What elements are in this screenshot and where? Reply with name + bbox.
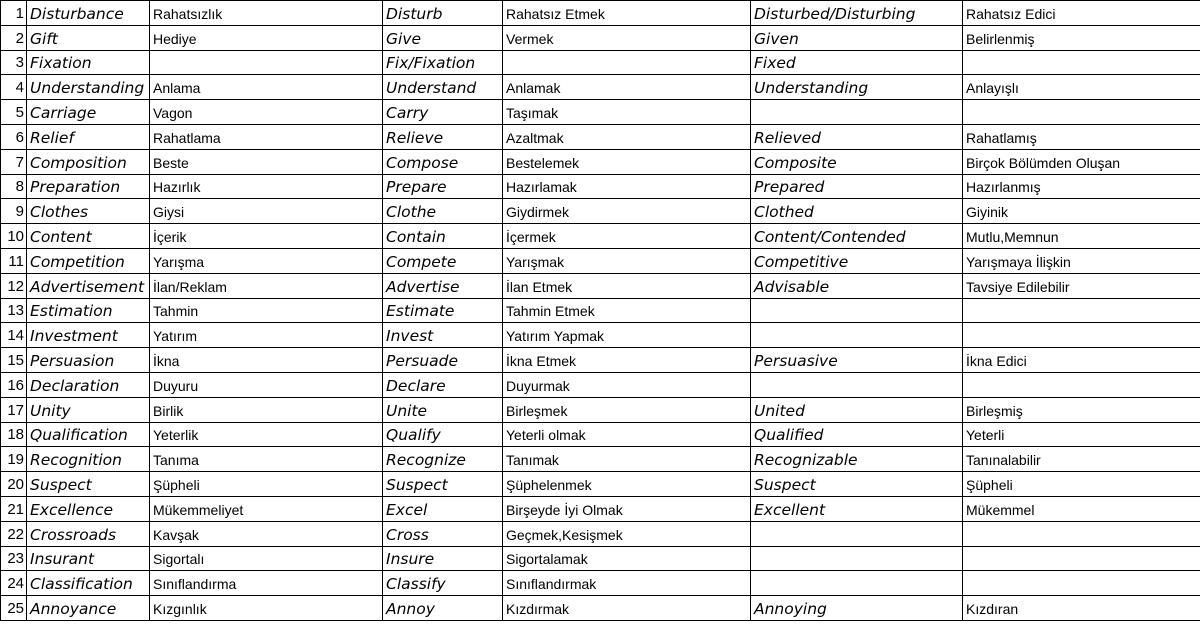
verb-cell[interactable]: Prepare [383,174,503,199]
verb-meaning-cell[interactable]: Tanımak [503,447,751,472]
verb-cell[interactable]: Persuade [383,348,503,373]
adjective-meaning-cell[interactable]: Giyinik [963,199,1200,224]
row-number-cell[interactable]: 18 [1,422,27,447]
verb-cell[interactable]: Insure [383,546,503,571]
row-number-cell[interactable]: 2 [1,25,27,50]
row-number-cell[interactable]: 14 [1,323,27,348]
row-number-cell[interactable]: 6 [1,124,27,149]
verb-meaning-cell[interactable]: Birşeyde İyi Olmak [503,496,751,521]
adjective-meaning-cell[interactable] [963,372,1200,397]
verb-cell[interactable]: Carry [383,100,503,125]
verb-cell[interactable]: Annoy [383,596,503,621]
verb-cell[interactable]: Contain [383,224,503,249]
adjective-cell[interactable] [751,546,963,571]
row-number-cell[interactable]: 4 [1,75,27,100]
verb-cell[interactable]: Estimate [383,298,503,323]
table-row [1,546,1200,571]
verb-cell[interactable]: Advertise [383,273,503,298]
noun-cell[interactable]: Classification [27,571,150,596]
adjective-meaning-cell[interactable]: Anlayışlı [963,75,1200,100]
adjective-cell[interactable]: Content/Contended [751,224,963,249]
noun-cell[interactable]: Content [27,224,150,249]
verb-meaning-cell[interactable]: Taşımak [503,100,751,125]
adjective-cell[interactable]: Understanding [751,75,963,100]
noun-cell[interactable]: Annoyance [27,596,150,621]
noun-meaning-cell[interactable]: Hazırlık [150,174,383,199]
verb-meaning-cell[interactable]: İçermek [503,224,751,249]
verb-cell[interactable]: Disturb [383,1,503,26]
table-row [1,75,1200,100]
noun-cell[interactable]: Fixation [27,50,150,75]
verb-meaning-cell[interactable]: Yatırım Yapmak [503,323,751,348]
table-row [1,224,1200,249]
noun-meaning-cell[interactable]: İçerik [150,224,383,249]
noun-cell[interactable]: Unity [27,397,150,422]
verb-cell[interactable]: Compose [383,149,503,174]
adjective-cell[interactable]: Disturbed/Disturbing [751,1,963,26]
table-row [1,472,1200,497]
row-number-cell[interactable]: 3 [1,50,27,75]
row-number-cell[interactable]: 25 [1,596,27,621]
row-number-cell[interactable]: 11 [1,248,27,273]
adjective-meaning-cell[interactable]: Tanınalabilir [963,447,1200,472]
noun-meaning-cell[interactable]: Sınıflandırma [150,571,383,596]
verb-cell[interactable]: Qualify [383,422,503,447]
row-number-cell[interactable]: 12 [1,273,27,298]
adjective-meaning-cell[interactable]: Belirlenmiş [963,25,1200,50]
noun-meaning-cell[interactable]: Tanıma [150,447,383,472]
noun-meaning-cell[interactable]: İlan/Reklam [150,273,383,298]
noun-cell[interactable]: Gift [27,25,150,50]
row-number-cell[interactable]: 16 [1,372,27,397]
noun-meaning-cell[interactable]: İkna [150,348,383,373]
noun-meaning-cell[interactable]: Duyuru [150,372,383,397]
table-row [1,199,1200,224]
verb-meaning-cell[interactable]: İkna Etmek [503,348,751,373]
adjective-cell[interactable] [751,298,963,323]
noun-meaning-cell[interactable]: Sigortalı [150,546,383,571]
verb-meaning-cell[interactable]: Tahmin Etmek [503,298,751,323]
noun-meaning-cell[interactable]: Yeterlik [150,422,383,447]
noun-meaning-cell[interactable]: Hediye [150,25,383,50]
verb-meaning-cell[interactable]: Geçmek,Kesişmek [503,521,751,546]
row-number-cell[interactable]: 21 [1,496,27,521]
row-number-cell[interactable]: 20 [1,472,27,497]
row-number-cell[interactable]: 10 [1,224,27,249]
row-number-cell[interactable]: 15 [1,348,27,373]
adjective-meaning-cell[interactable]: Mükemmel [963,496,1200,521]
table-row [1,372,1200,397]
row-number-cell[interactable]: 8 [1,174,27,199]
noun-meaning-cell[interactable]: Rahatlama [150,124,383,149]
noun-cell[interactable]: Investment [27,323,150,348]
noun-cell[interactable]: Recognition [27,447,150,472]
row-number-cell[interactable]: 22 [1,521,27,546]
adjective-cell[interactable]: Excellent [751,496,963,521]
table-row [1,174,1200,199]
table-row [1,496,1200,521]
adjective-meaning-cell[interactable] [963,323,1200,348]
verb-cell[interactable]: Recognize [383,447,503,472]
adjective-meaning-cell[interactable]: Kızdıran [963,596,1200,621]
noun-meaning-cell[interactable] [150,50,383,75]
noun-meaning-cell[interactable]: Yatırım [150,323,383,348]
noun-meaning-cell[interactable]: Yarışma [150,248,383,273]
adjective-meaning-cell[interactable]: Birçok Bölümden Oluşan [963,149,1200,174]
noun-cell[interactable]: Understanding [27,75,150,100]
verb-cell[interactable]: Declare [383,372,503,397]
verb-cell[interactable]: Suspect [383,472,503,497]
adjective-cell[interactable]: Competitive [751,248,963,273]
noun-cell[interactable]: Estimation [27,298,150,323]
row-number-cell[interactable]: 9 [1,199,27,224]
table-row [1,124,1200,149]
row-number-cell[interactable]: 13 [1,298,27,323]
adjective-cell[interactable]: Suspect [751,472,963,497]
verb-meaning-cell[interactable]: Duyurmak [503,372,751,397]
noun-meaning-cell[interactable]: Birlik [150,397,383,422]
table-row [1,596,1200,621]
verb-meaning-cell[interactable]: Vermek [503,25,751,50]
noun-cell[interactable]: Suspect [27,472,150,497]
noun-meaning-cell[interactable]: Mükemmeliyet [150,496,383,521]
adjective-meaning-cell[interactable]: Mutlu,Memnun [963,224,1200,249]
adjective-cell[interactable]: Recognizable [751,447,963,472]
verb-cell[interactable]: Unite [383,397,503,422]
verb-meaning-cell[interactable]: Giydirmek [503,199,751,224]
noun-cell[interactable]: Relief [27,124,150,149]
verb-cell[interactable]: Compete [383,248,503,273]
table-row [1,422,1200,447]
adjective-meaning-cell[interactable] [963,100,1200,125]
table-row [1,348,1200,373]
noun-meaning-cell[interactable]: Kızgınlık [150,596,383,621]
verb-meaning-cell[interactable]: Bestelemek [503,149,751,174]
verb-cell[interactable]: Fix/Fixation [383,50,503,75]
verb-cell[interactable]: Classify [383,571,503,596]
table-row [1,298,1200,323]
verb-meaning-cell[interactable]: Rahatsız Etmek [503,1,751,26]
adjective-meaning-cell[interactable]: Yarışmaya İlişkin [963,248,1200,273]
verb-meaning-cell[interactable]: Hazırlamak [503,174,751,199]
table-row [1,1,1200,26]
verb-meaning-cell[interactable]: Kızdırmak [503,596,751,621]
verb-cell[interactable]: Give [383,25,503,50]
noun-meaning-cell[interactable]: Rahatsızlık [150,1,383,26]
noun-cell[interactable]: Insurant [27,546,150,571]
noun-cell[interactable]: Disturbance [27,1,150,26]
verb-meaning-cell[interactable]: Yarışmak [503,248,751,273]
adjective-cell[interactable]: Clothed [751,199,963,224]
adjective-cell[interactable]: Given [751,25,963,50]
row-number-cell[interactable]: 17 [1,397,27,422]
noun-cell[interactable]: Declaration [27,372,150,397]
adjective-meaning-cell[interactable]: Hazırlanmış [963,174,1200,199]
noun-cell[interactable]: Composition [27,149,150,174]
verb-cell[interactable]: Excel [383,496,503,521]
verb-cell[interactable]: Cross [383,521,503,546]
row-number-cell[interactable]: 24 [1,571,27,596]
adjective-meaning-cell[interactable]: Rahatlamış [963,124,1200,149]
row-number-cell[interactable]: 5 [1,100,27,125]
verb-meaning-cell[interactable]: Azaltmak [503,124,751,149]
noun-cell[interactable]: Persuasion [27,348,150,373]
verb-meaning-cell[interactable]: Şüphelenmek [503,472,751,497]
noun-cell[interactable]: Excellence [27,496,150,521]
noun-cell[interactable]: Preparation [27,174,150,199]
noun-meaning-cell[interactable]: Şüpheli [150,472,383,497]
verb-meaning-cell[interactable]: İlan Etmek [503,273,751,298]
table-row [1,50,1200,75]
adjective-meaning-cell[interactable]: Tavsiye Edilebilir [963,273,1200,298]
table-row [1,521,1200,546]
verb-cell[interactable]: Relieve [383,124,503,149]
table-body [1,0,1200,620]
verb-cell[interactable]: Invest [383,323,503,348]
adjective-meaning-cell[interactable] [963,50,1200,75]
table-row [1,25,1200,50]
table-row [1,323,1200,348]
adjective-meaning-cell[interactable] [963,546,1200,571]
table-row [1,248,1200,273]
adjective-cell[interactable]: Composite [751,149,963,174]
adjective-cell[interactable]: United [751,397,963,422]
table-row [1,149,1200,174]
table-row [1,273,1200,298]
adjective-meaning-cell[interactable]: Birleşmiş [963,397,1200,422]
noun-meaning-cell[interactable]: Tahmin [150,298,383,323]
verb-meaning-cell[interactable]: Sınıflandırmak [503,571,751,596]
noun-meaning-cell[interactable]: Beste [150,149,383,174]
adjective-cell[interactable] [751,571,963,596]
adjective-cell[interactable]: Relieved [751,124,963,149]
adjective-meaning-cell[interactable]: Şüpheli [963,472,1200,497]
noun-meaning-cell[interactable]: Vagon [150,100,383,125]
adjective-cell[interactable]: Qualified [751,422,963,447]
adjective-cell[interactable]: Advisable [751,273,963,298]
verb-meaning-cell[interactable]: Anlamak [503,75,751,100]
adjective-cell[interactable]: Fixed [751,50,963,75]
verb-cell[interactable]: Understand [383,75,503,100]
row-number-cell[interactable]: 1 [1,1,27,26]
row-number-cell[interactable]: 7 [1,149,27,174]
verb-meaning-cell[interactable]: Sigortalamak [503,546,751,571]
adjective-meaning-cell[interactable]: İkna Edici [963,348,1200,373]
adjective-meaning-cell[interactable] [963,571,1200,596]
noun-cell[interactable]: Competition [27,248,150,273]
noun-cell[interactable]: Carriage [27,100,150,125]
adjective-meaning-cell[interactable]: Yeterli [963,422,1200,447]
table-row [1,397,1200,422]
adjective-meaning-cell[interactable] [963,521,1200,546]
verb-meaning-cell[interactable]: Yeterli olmak [503,422,751,447]
noun-cell[interactable]: Advertisement [27,273,150,298]
table-row [1,100,1200,125]
row-number-cell[interactable]: 23 [1,546,27,571]
adjective-meaning-cell[interactable]: Rahatsız Edici [963,1,1200,26]
row-number-cell[interactable]: 19 [1,447,27,472]
adjective-meaning-cell[interactable] [963,298,1200,323]
table-row [1,571,1200,596]
adjective-cell[interactable] [751,521,963,546]
verb-meaning-cell[interactable]: Birleşmek [503,397,751,422]
verb-cell[interactable]: Clothe [383,199,503,224]
adjective-cell[interactable] [751,323,963,348]
noun-cell[interactable]: Clothes [27,199,150,224]
adjective-cell[interactable] [751,100,963,125]
table-row [1,447,1200,472]
noun-meaning-cell[interactable]: Anlama [150,75,383,100]
noun-meaning-cell[interactable]: Kavşak [150,521,383,546]
verb-meaning-cell[interactable] [503,50,751,75]
adjective-cell[interactable] [751,372,963,397]
noun-cell[interactable]: Qualification [27,422,150,447]
noun-cell[interactable]: Crossroads [27,521,150,546]
adjective-cell[interactable]: Persuasive [751,348,963,373]
adjective-cell[interactable]: Annoying [751,596,963,621]
adjective-cell[interactable]: Prepared [751,174,963,199]
noun-meaning-cell[interactable]: Giysi [150,199,383,224]
